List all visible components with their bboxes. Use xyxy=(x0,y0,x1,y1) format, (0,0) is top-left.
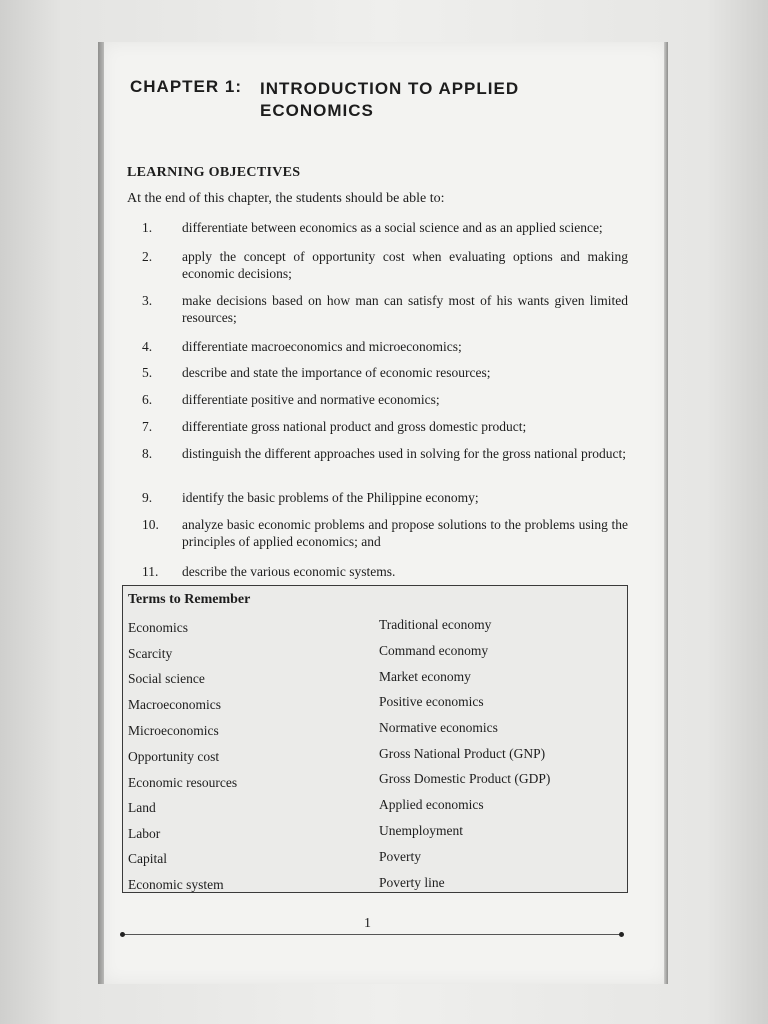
objective-text: make decisions based on how man can satisfy most of his wants given limited resources; xyxy=(182,293,628,325)
term-item: Capital xyxy=(128,851,167,866)
objective-number: 5. xyxy=(142,365,153,380)
chapter-label: CHAPTER 1: xyxy=(130,77,243,96)
term-item: Command economy xyxy=(379,643,489,658)
chapter-title: INTRODUCTION TO APPLIED ECONOMICS xyxy=(260,79,520,120)
term-item: Traditional economy xyxy=(379,617,492,632)
objective-text: describe the various economic systems. xyxy=(182,564,396,579)
objective-text: identify the basic problems of the Philippine economy; xyxy=(182,490,479,505)
objective-text: differentiate positive and normative economics; xyxy=(182,392,440,407)
footer-dot-left xyxy=(120,932,125,937)
term-item: Economics xyxy=(128,620,188,635)
objective-number: 11. xyxy=(142,564,159,579)
objective-text: apply the concept of opportunity cost when evaluating options and making economic decisions; xyxy=(182,249,628,281)
objective-text: describe and state the importance of economic resources; xyxy=(182,365,491,380)
term-item: Gross National Product (GNP) xyxy=(379,746,546,761)
objective-text: distinguish the different approaches used in solving for the gross national product; xyxy=(182,446,627,461)
term-item: Market economy xyxy=(379,669,471,684)
term-item: Gross Domestic Product (GDP) xyxy=(379,771,551,786)
term-item: Poverty line xyxy=(379,875,445,890)
objective-number: 7. xyxy=(142,419,153,434)
learning-objectives-intro: At the end of this chapter, the students should be able to: xyxy=(127,191,445,206)
objective-text: differentiate gross national product and gross domestic product; xyxy=(182,419,527,434)
page-edge-left xyxy=(98,42,104,984)
terms-to-remember-box xyxy=(122,585,628,893)
term-item: Poverty xyxy=(379,849,421,864)
learning-objectives-heading: LEARNING OBJECTIVES xyxy=(127,165,301,180)
term-item: Applied economics xyxy=(379,797,484,812)
term-item: Opportunity cost xyxy=(128,749,220,764)
footer-dot-right xyxy=(619,932,624,937)
objective-number: 8. xyxy=(142,446,153,461)
objective-number: 1. xyxy=(142,220,153,235)
term-item: Positive economics xyxy=(379,694,484,709)
objective-number: 6. xyxy=(142,392,153,407)
term-item: Microeconomics xyxy=(128,723,219,738)
term-item: Normative economics xyxy=(379,720,498,735)
term-item: Unemployment xyxy=(379,823,463,838)
objective-number: 4. xyxy=(142,339,153,354)
objective-number: 9. xyxy=(142,490,153,505)
objective-number: 3. xyxy=(142,293,153,308)
objective-number: 10. xyxy=(142,517,159,532)
objective-text: analyze basic economic problems and propose solutions to the problems using the principles of applied economics; and xyxy=(182,517,628,549)
term-item: Social science xyxy=(128,671,205,686)
term-item: Economic system xyxy=(128,877,224,892)
footer-rule xyxy=(124,934,622,935)
term-item: Macroeconomics xyxy=(128,697,221,712)
objective-text: differentiate macroeconomics and microeconomics; xyxy=(182,339,462,354)
term-item: Land xyxy=(128,800,156,815)
term-item: Economic resources xyxy=(128,775,238,790)
objective-text: differentiate between economics as a social science and as an applied science; xyxy=(182,220,603,235)
term-item: Scarcity xyxy=(128,646,173,661)
page-edge-right xyxy=(664,42,668,984)
page-number: 1 xyxy=(364,916,371,931)
term-item: Labor xyxy=(128,826,161,841)
objective-number: 2. xyxy=(142,249,153,264)
terms-heading: Terms to Remember xyxy=(128,592,251,607)
